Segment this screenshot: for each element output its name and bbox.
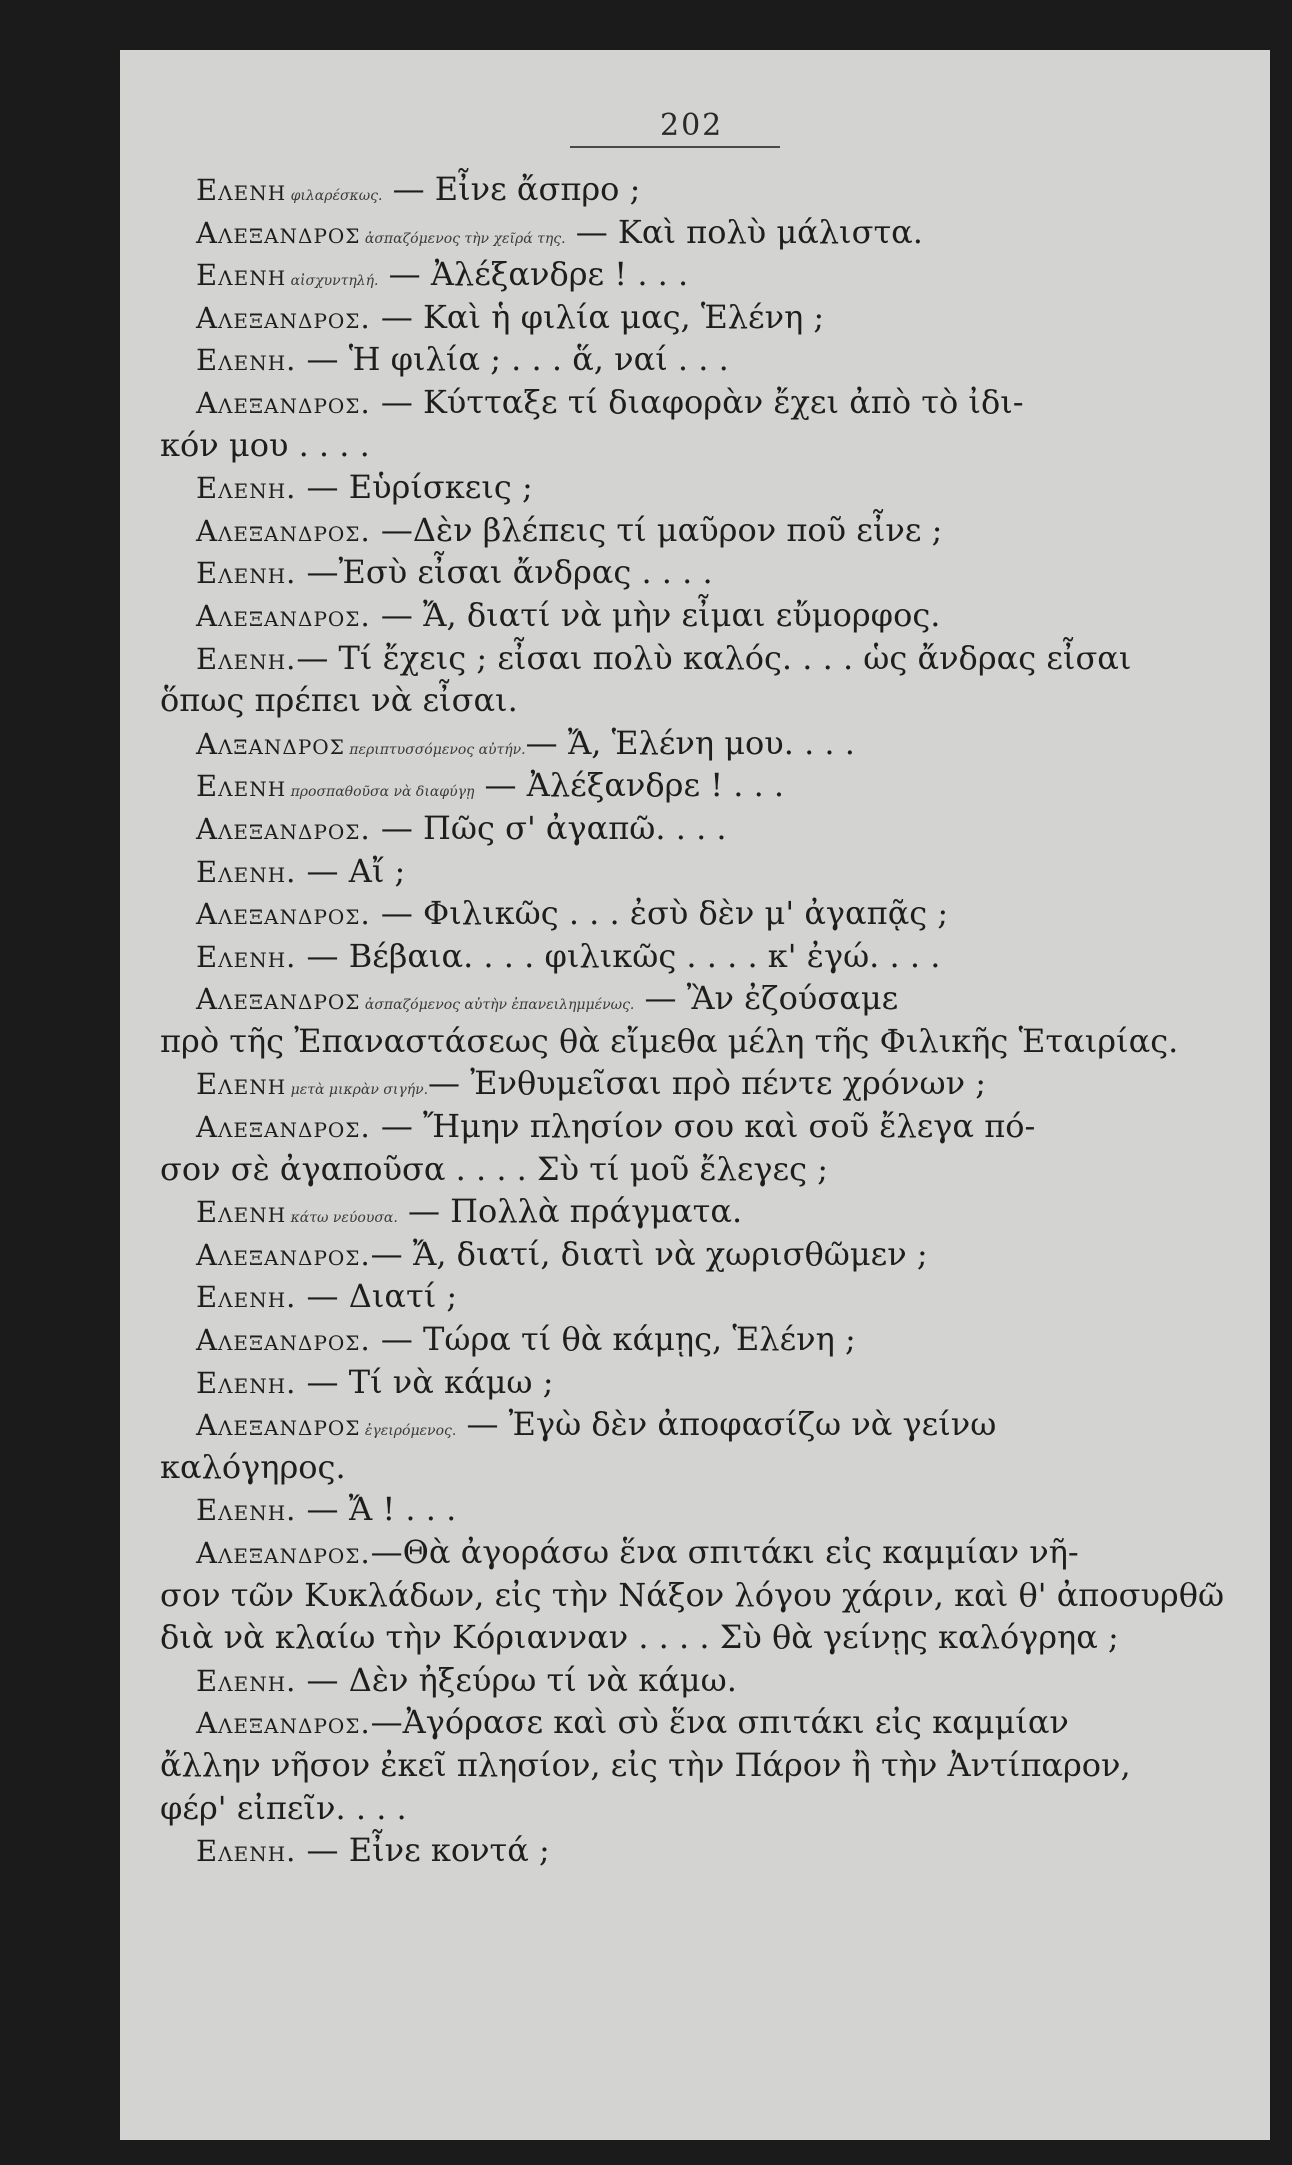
dialogue-line [160, 1829, 1240, 1872]
line-text: — Εὑρίσκεις ; [296, 468, 533, 507]
dialogue-line [160, 1318, 1240, 1361]
line-text: —Δὲν βλέπεις τί μαῦρον ποῦ εἶνε ; [370, 510, 943, 549]
speaker-name: Ελενη. [196, 854, 297, 889]
header-rule [570, 146, 780, 148]
line-text: κόν μου . . . . [160, 425, 370, 464]
dialogue-line [160, 168, 1240, 211]
book-page [120, 50, 1270, 2140]
speaker-name: Ελενη. [196, 1365, 297, 1400]
dialogue-line [160, 1361, 1240, 1404]
line-text: καλόγηρος. [160, 1447, 346, 1486]
line-text: — Τί ἔχεις ; εἶσαι πολὺ καλός. . . . ὡς ἄνδρας εἶσαι [296, 638, 1132, 677]
speaker-name: Ελενη [196, 769, 287, 804]
line-text: — Ἄ, διατί, διατὶ νὰ χωρισθῶμεν ; [370, 1234, 928, 1273]
speaker-name: Αλεξανδρος. [196, 811, 371, 846]
line-text: — Καὶ ἡ φιλία μας, Ἑλένη ; [370, 297, 825, 336]
dialogue-text [160, 168, 1240, 1872]
dialogue-line [160, 1787, 1240, 1830]
line-text: — Εἶνε ἄσπρο ; [382, 170, 641, 208]
line-text: —Ἐσὺ εἶσαι ἄνδρας . . . . [296, 553, 713, 592]
line-text: διὰ νὰ κλαίω τὴν Κόριανναν . . . . Σὺ θὰ γείνῃς καλόγρηα ; [160, 1618, 1119, 1657]
speaker-name: Ελενη. [196, 939, 297, 974]
dialogue-line [160, 1062, 1240, 1105]
stage-direction: φιλαρέσκως. [286, 188, 383, 204]
stage-direction: ἀσπαζόμενος τὴν χεῖρά της. [360, 230, 566, 247]
speaker-name: Ελενη. [196, 343, 297, 378]
line-text: φέρ' εἰπεῖν. . . . [160, 1788, 407, 1827]
line-text: — Εἶνε κοντά ; [296, 1831, 550, 1870]
line-text: ἄλλην νῆσον ἐκεῖ πλησίον, εἰς τὴν Πάρον ἢ τὴν Ἀντίπαρον, [160, 1745, 1131, 1784]
dialogue-line [160, 935, 1240, 978]
dialogue-line [160, 977, 1240, 1020]
dialogue-line [160, 1233, 1240, 1276]
speaker-name: Αλξανδρος [196, 726, 345, 761]
line-text: — Πολλὰ πράγματα. [397, 1192, 743, 1231]
speaker-name: Αλεξανδρος. [196, 1323, 371, 1358]
speaker-name: Ελενη. [196, 471, 297, 506]
speaker-name: Αλεξανδρος. [196, 1237, 371, 1272]
dialogue-line [160, 850, 1240, 893]
line-text: — Ἄ ! . . . [296, 1490, 457, 1529]
line-text: —Ἀγόρασε καὶ σὺ ἕνα σπιτάκι εἰς καμμίαν [370, 1703, 1069, 1742]
speaker-name: Αλεξανδρος. [196, 1536, 371, 1570]
stage-direction: μετὰ μικρὰν σιγήν. [286, 1082, 429, 1099]
dialogue-line [160, 338, 1240, 381]
line-text: σον σὲ ἀγαποῦσα . . . . Σὺ τί μοῦ ἔλεγες ; [160, 1149, 828, 1188]
line-text: — Τώρα τί θὰ κάμῃς, Ἑλένη ; [370, 1320, 856, 1359]
line-text: — Πῶς σ' ἀγαπῶ. . . . [370, 808, 727, 847]
speaker-name: Ελενη. [196, 641, 297, 676]
dialogue-line [160, 1148, 1240, 1191]
line-text: — Ἐγὼ δὲν ἀποφασίζω νὰ γείνω [456, 1405, 997, 1444]
dialogue-line [160, 1275, 1240, 1318]
speaker-name: Αλεξανδρος. [196, 513, 371, 548]
speaker-name: Ελενη [196, 1195, 287, 1230]
dialogue-line [160, 722, 1240, 765]
dialogue-line [160, 1488, 1240, 1531]
dialogue-line [160, 296, 1240, 339]
speaker-name: Ελενη. [196, 1280, 297, 1315]
line-text: — Ἂν ἐζούσαμε [634, 979, 899, 1018]
speaker-name: Ελενη. [196, 1834, 297, 1869]
speaker-name: Αλεξανδρος. [196, 1110, 371, 1145]
speaker-name: Ελενη [196, 173, 287, 207]
speaker-name: Αλεξανδρος [196, 215, 361, 250]
line-text: — Αἴ ; [296, 851, 406, 890]
dialogue-line [160, 679, 1240, 722]
line-text: — Καὶ πολὺ μάλιστα. [565, 212, 923, 251]
dialogue-line [160, 211, 1240, 254]
speaker-name: Αλεξανδρος. [196, 598, 371, 633]
line-text: — Ἄ, διατί νὰ μὴν εἶμαι εὔμορφος. [370, 595, 941, 634]
line-text: — Ἡ φιλία ; . . . ἅ, ναί . . . [296, 340, 729, 379]
line-text: — Ἤμην πλησίον σου καὶ σοῦ ἔλεγα πό- [370, 1107, 1036, 1146]
dialogue-line [160, 509, 1240, 552]
stage-direction: κάτω νεύουσα. [286, 1210, 398, 1227]
stage-direction: περιπτυσσόμενος αὐτήν. [344, 741, 526, 758]
stage-direction: ἀσπαζόμενος αὐτὴν ἐπανειλημμένως. [360, 997, 635, 1014]
dialogue-line [160, 466, 1240, 509]
line-text: — Τί νὰ κάμω ; [296, 1362, 554, 1401]
line-text: — Διατί ; [296, 1277, 458, 1316]
dialogue-line [160, 1659, 1240, 1702]
dialogue-line [160, 1020, 1240, 1063]
speaker-name: Ελενη [196, 258, 287, 293]
dialogue-line [160, 764, 1240, 807]
page-number: 202 [660, 108, 724, 143]
dialogue-line [160, 594, 1240, 637]
speaker-name: Αλεξανδρος [196, 982, 361, 1017]
dialogue-line [160, 1744, 1240, 1787]
speaker-name: Αλεξανδρος. [196, 300, 371, 335]
dialogue-line [160, 381, 1240, 424]
stage-direction: προσπαθοῦσα νὰ διαφύγῃ [286, 784, 475, 801]
line-text: πρὸ τῆς Ἐπαναστάσεως θὰ εἴμεθα μέλη τῆς Φιλικῆς Ἑταιρίας. [160, 1021, 1179, 1060]
line-text: — Ἀλέξανδρε ! . . . [474, 766, 785, 805]
dialogue-line [160, 1190, 1240, 1233]
dialogue-line [160, 424, 1240, 467]
line-text: — Ἐνθυμεῖσαι πρὸ πέντε χρόνων ; [428, 1064, 986, 1103]
stage-direction: αἰσχυντηλή. [286, 273, 379, 290]
line-text: σον τῶν Κυκλάδων, εἰς τὴν Νάξον λόγου χάριν, καὶ θ' ἀποσυρθῶ [160, 1575, 1225, 1614]
dialogue-line [160, 1446, 1240, 1489]
dialogue-line [160, 551, 1240, 594]
speaker-name: Ελενη. [196, 1663, 297, 1698]
line-text: — Ἀλέξανδρε ! . . . [378, 255, 689, 294]
speaker-name: Ελενη. [196, 1493, 297, 1528]
dialogue-line [160, 892, 1240, 935]
speaker-name: Αλεξανδρος. [196, 1706, 371, 1741]
line-text: — Δὲν ἠξεύρω τί νὰ κάμω. [296, 1660, 737, 1699]
dialogue-line [160, 253, 1240, 296]
dialogue-line [160, 807, 1240, 850]
dialogue-line [160, 1574, 1240, 1617]
dialogue-line [160, 1403, 1240, 1446]
dialogue-line [160, 1701, 1240, 1744]
stage-direction: ἐγειρόμενος. [360, 1423, 457, 1440]
line-text: —Θὰ ἀγοράσω ἕνα σπιτάκι εἰς καμμίαν νῆ- [370, 1533, 1079, 1571]
dialogue-line [160, 1616, 1240, 1659]
line-text: — Βέβαια. . . . φιλικῶς . . . . κ' ἐγώ. . . . [296, 936, 941, 975]
dialogue-line [160, 1105, 1240, 1148]
speaker-name: Ελενη [196, 1067, 287, 1102]
speaker-name: Ελενη. [196, 556, 297, 591]
speaker-name: Αλεξανδρος [196, 1408, 361, 1443]
line-text: — Φιλικῶς . . . ἐσὺ δὲν μ' ἀγαπᾷς ; [370, 894, 949, 933]
line-text: — Κύτταξε τί διαφορὰν ἔχει ἀπὸ τὸ ἰδι- [370, 382, 1024, 421]
dialogue-line [160, 637, 1240, 680]
speaker-name: Αλεξανδρος. [196, 897, 371, 932]
line-text: — Ἄ, Ἑλένη μου. . . . [525, 723, 855, 762]
line-text: ὅπως πρέπει νὰ εἶσαι. [160, 681, 518, 720]
dialogue-line [160, 1531, 1240, 1574]
speaker-name: Αλεξανδρος. [196, 385, 371, 420]
